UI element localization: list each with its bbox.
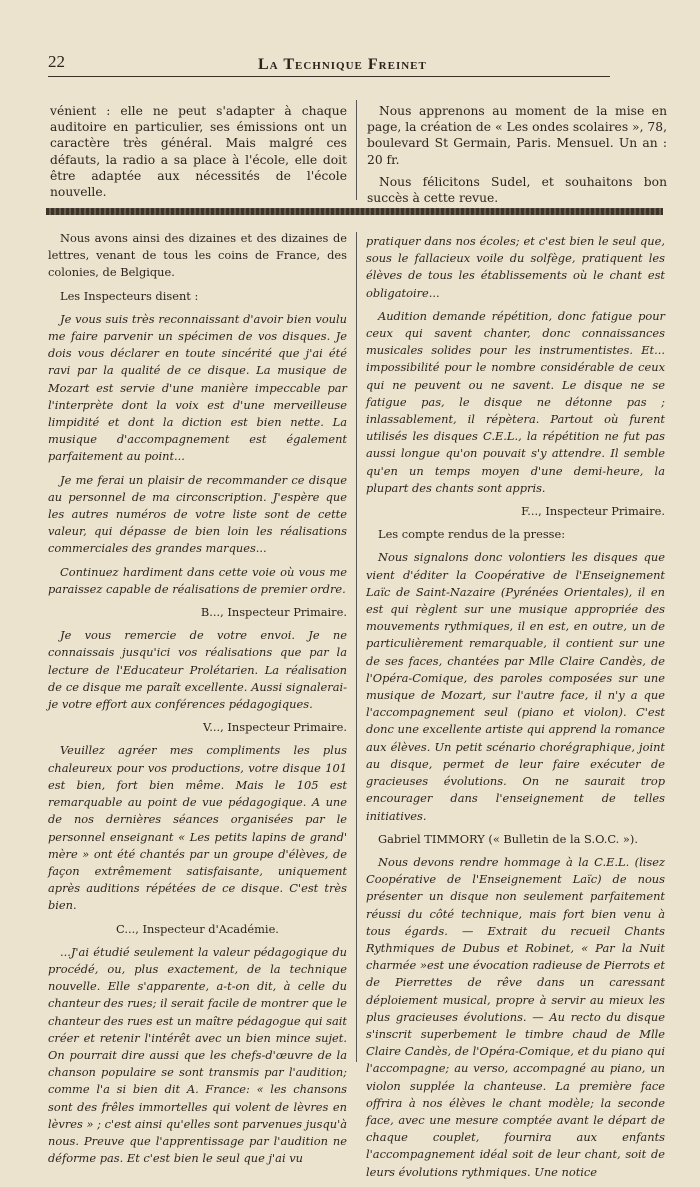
audition-paragraph: Audition demande répétition, donc fatigue pour ceux qui savent chanter, donc connaissances musicales solides pour les instrumentistes. Et... impossibilité pour le nombre considérable de ceux qui ne peuvent ou ne savent. Le disque ne se fatigue pas, le disque ne détonne pas ; inlassablement, il répètera. Partout où furent utilisés les disques C.E.L., la répétition ne fut pas aussi longue qu'on pouvait s'y attendre. Il semble qu'en un temps moyen d'une demi-heure, la plupart des chants sont appris.: [366, 308, 665, 495]
left-column: [48, 230, 347, 1173]
right-column: [366, 233, 665, 1187]
letter-2-paragraph: Je vous remercie de votre envoi. Je ne connaissais jusqu'ici vos réalisations que par la lecture de l'Educateur Prolétarien. La réalisation de ce disque me paraît excellente. Aussi signalerai-je votre effort aux conférences pédagogiques.: [48, 628, 347, 712]
inspecteurs-heading: Les Inspecteurs disent :: [60, 288, 199, 303]
page-number: 22: [48, 52, 65, 71]
sudel-paragraph: Nous félicitons Sudel, et souhaitons bon succès à cette revue.: [367, 174, 667, 206]
letter-3-signature: C..., Inspecteur d'Académie.: [116, 921, 279, 936]
section-divider-band: [46, 208, 663, 215]
press-review-1-signature: Gabriel TIMMORY (« Bulletin de la S.O.C. »).: [378, 831, 638, 846]
press-review-1: Nous signalons donc volontiers les disques que vient d'éditer la Coopérative de l'Enseignement Laïc de Saint-Nazaire (Pyrénées Orientales), il en est qui règlent sur une musique appropriée des mouvements rythmiques, il en est, en outre, un de particulièrement remarquable, il contient sur une de ses faces, chantées par Mlle Claire Candès, de l'Opéra-Comique, des paroles composées sur une musique de Mozart, sur l'autre face, il n'y a que l'accompagnement seul (piano et violon). C'est donc une excellente artiste qui apprend la romance aux élèves. Un petit scénario chorégraphique, joint au disque, permet de leur faire exécuter de gracieuses évolutions. On ne saurait trop encourager dans l'enseignement de telles initiatives.: [366, 550, 665, 823]
letter-3-paragraph: Veuillez agréer mes compliments les plus chaleureux pour vos productions, votre disque 101 est bien, fort bien même. Mais le 105 est remarquable au point de vue pédagogique. A une de nos dernières séances organisées par le personnel enseignant « Les petits lapins de grand' mère » ont été chantés par un groupe d'élèves, de façon extrêmement satisfaisante, uniquement après auditions répétées de ce disque. C'est très bien.: [48, 743, 347, 913]
ondes-scolaires-paragraph: Nous apprenons au moment de la mise en page, la création de « Les ondes scolaires », 78, boulevard St Germain, Paris. Mensuel. Un an : 20 fr.: [367, 104, 667, 167]
continuation-paragraph: pratiquer dans nos écoles; et c'est bien le seul que, sous le fallacieux voile du solfège, pratiquent les élèves de tous les établissements où le chant est obligatoire...: [366, 234, 665, 300]
letter-4-paragraph: ...J'ai étudié seulement la valeur pédagogique du procédé, ou, plus exactement, de la technique nouvelle. Elle s'apparente, a-t-on dit, à celle du chanteur des rues; il serait facile de montrer que le chanteur des rues est un maître pédagogue qui sait créer et retenir l'intérêt avec un bien mince sujet. On pourrait dire aussi que les chefs-d'œuvre de la chanson populaire se sont transmis par l'audition; comme l'a si bien dit A. France: « les chansons sont des frêles immortelles qui volent de lèvres en lèvres » ; c'est ainsi qu'elles sont parvenues jusqu'à nous. Preuve que l'apprentissage par l'audition ne déforme pas. Et c'est bien le seul que j'ai vu: [48, 944, 347, 1166]
top-column-divider: [356, 100, 357, 200]
journal-title: La Technique Freinet: [258, 56, 427, 73]
intro-paragraph: Nous avons ainsi des dizaines et des dizaines de lettres, venant de tous les coins de France, des colonies, de Belgique.: [48, 231, 347, 280]
letter-2-signature: V..., Inspecteur Primaire.: [203, 720, 347, 735]
letter-1-paragraph-2: Je me ferai un plaisir de recommander ce disque au personnel de ma circonscription. J'espère que les autres numéros de votre liste sont de cette valeur, qui dépasse de bien loin les réalisations commerciales des grandes marques...: [48, 472, 347, 556]
presse-heading: Les compte rendus de la presse:: [378, 527, 566, 542]
top-right-column: [367, 103, 667, 212]
running-header: [48, 52, 664, 82]
letter-1-paragraph-1: Je vous suis très reconnaissant d'avoir bien voulu me faire parvenir un spécimen de vos disques. Je dois vous déclarer en toute sincérité que j'ai été ravi par la qualité de ce disque. La musique de Mozart est servie d'une manière impeccable par l'interprète dont la voix est d'une merveilleuse limpidité et dont la diction est bien nette. La musique d'accompagnement est également parfaitement au point...: [48, 311, 347, 464]
letter-1-signature: B..., Inspecteur Primaire.: [200, 605, 347, 620]
header-rule: [48, 76, 610, 77]
press-review-2: Nous devons rendre hommage à la C.E.L. (lisez Coopérative de l'Enseignement Laïc) de nous présenter un disque non seulement parfaitement réussi du côté technique, mais fort bien venu à tous égards. — Extrait du recueil Chants Rythmiques de Dubus et Robinet, « Par la Nuit charmée »est une évocation radieuse de Pierrots et de Pierrettes de rêve dans un caressant déploiement musical, propre à servir au mieux les plus gracieuses évolutions. — Au recto du disque s'inscrit superbement le timbre chaud de Mlle Claire Candès, de l'Opéra-Comique, et du piano qui l'accompagne; au verso, accompagné au piano, un violon supplée la chanteuse. La première face offrira à nos élèves le chant modèle; la seconde face, avec une mesure comptée avant le départ de chaque couplet, fournira aux enfants l'accompagnement idéal soit de leur chant, soit de leurs évolutions rythmiques. Une notice: [366, 854, 665, 1179]
letter-1-paragraph-3: Continuez hardiment dans cette voie où vous me paraissez capable de réalisations de premier ordre.: [48, 564, 347, 596]
radio-paragraph: vénient : elle ne peut s'adapter à chaque auditoire en particulier, ses émissions ont un caractère très général. Mais malgré ces défauts, la radio a sa place à l'école, elle doit être adaptée aux nécessités de l'école nouvelle.: [50, 104, 347, 200]
column-divider: [356, 232, 357, 1062]
audition-signature: F..., Inspecteur Primaire.: [521, 504, 665, 519]
top-left-column: [50, 103, 347, 206]
